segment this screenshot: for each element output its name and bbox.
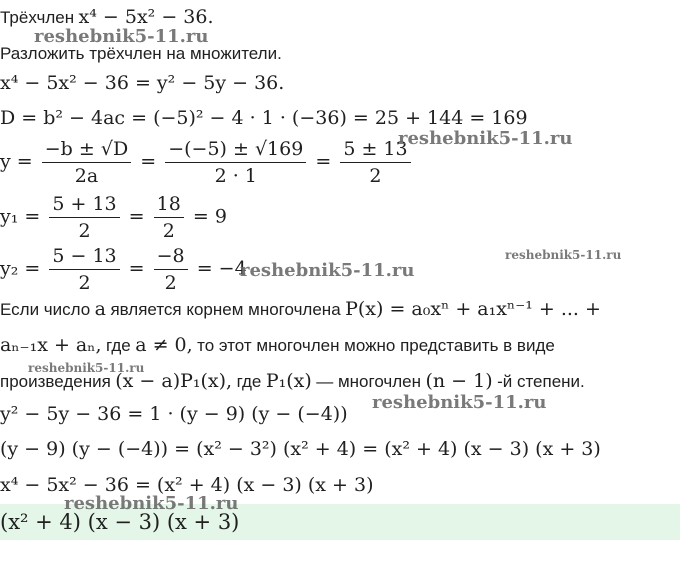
fraction-numerator: −b ± √D bbox=[42, 138, 131, 163]
theorem-text: то этот многочлен можно представить в виде bbox=[197, 336, 555, 355]
theorem-text: Если число bbox=[0, 300, 91, 319]
equals-sign: = bbox=[128, 205, 145, 228]
fraction-denominator: 2a bbox=[74, 165, 99, 187]
fraction bbox=[49, 193, 119, 242]
y1-lhs: y₁ = bbox=[0, 205, 41, 228]
factor-line-3: x⁴ − 5x² − 36 = (x² + 4) (x − 3) (x + 3) bbox=[0, 474, 374, 496]
watermark-logo: reshebnik5-11.ru bbox=[398, 128, 573, 149]
fraction bbox=[154, 245, 188, 294]
discriminant-line: D = b² − 4ac = (−5)² − 4 · 1 · (−36) = 25 + 144 = 169 bbox=[0, 107, 528, 129]
y2-line bbox=[0, 245, 247, 294]
theorem-line-2 bbox=[0, 334, 555, 356]
fraction-numerator: −(−5) ± √169 bbox=[165, 138, 306, 163]
fraction bbox=[154, 193, 184, 242]
fraction-denominator: 2 bbox=[162, 220, 175, 242]
theorem-math: P₁(x) bbox=[265, 370, 312, 392]
watermark-logo: reshebnik5-11.ru bbox=[64, 493, 239, 514]
title-expression: x⁴ − 5x² − 36. bbox=[78, 6, 214, 28]
y1-result: = 9 bbox=[192, 205, 227, 228]
fraction-denominator: 2 bbox=[369, 165, 382, 187]
quad-lhs: y = bbox=[0, 150, 33, 173]
watermark-logo: reshebnik5-11.ru bbox=[34, 26, 209, 47]
theorem-math: aₙ₋₁x + aₙ, bbox=[0, 334, 102, 356]
theorem-math: P(x) = a₀xⁿ + a₁xⁿ⁻¹ + ... + bbox=[345, 298, 601, 320]
theorem-text: является корнем многочлена bbox=[110, 300, 341, 319]
watermark-logo: reshebnik5-11.ru bbox=[240, 260, 415, 281]
theorem-text: произведения bbox=[0, 372, 111, 391]
title-prefix: Трёхчлен bbox=[0, 8, 75, 27]
equals-sign: = bbox=[128, 257, 145, 280]
fraction-numerator: 5 ± 13 bbox=[340, 138, 410, 163]
fraction-denominator: 2 · 1 bbox=[214, 165, 257, 187]
fraction bbox=[165, 138, 306, 187]
theorem-math: a ≠ 0, bbox=[135, 334, 193, 356]
equals-sign: = bbox=[140, 150, 157, 173]
factor-line-2: (y − 9) (y − (−4)) = (x² − 3²) (x² + 4) = (x² + 4) (x − 3) (x + 3) bbox=[0, 438, 601, 460]
fraction-denominator: 2 bbox=[78, 220, 91, 242]
fraction-denominator: 2 bbox=[164, 272, 177, 294]
theorem-math: (n − 1) bbox=[425, 370, 493, 392]
theorem-text: где bbox=[105, 336, 131, 355]
theorem-math: (x − a)P₁(x), bbox=[115, 370, 233, 392]
watermark-logo: reshebnik5-11.ru bbox=[28, 361, 145, 375]
y1-line bbox=[0, 193, 227, 242]
quadratic-formula-line bbox=[0, 138, 414, 187]
fraction-numerator: −8 bbox=[154, 245, 188, 270]
theorem-text: -й степени. bbox=[497, 372, 585, 391]
substitution-line: x⁴ − 5x² − 36 = y² − 5y − 36. bbox=[0, 72, 285, 94]
equals-sign: = bbox=[315, 150, 332, 173]
theorem-line-1 bbox=[0, 298, 601, 320]
y2-result: = −4 bbox=[196, 257, 247, 280]
theorem-math: a bbox=[94, 298, 106, 320]
watermark-logo: reshebnik5-11.ru bbox=[505, 248, 622, 262]
y2-lhs: y₂ = bbox=[0, 257, 41, 280]
fraction-denominator: 2 bbox=[78, 272, 91, 294]
instruction-text: Разложить трёхчлен на множители. bbox=[0, 44, 282, 63]
theorem-text: где bbox=[236, 372, 262, 391]
fraction-numerator: 5 − 13 bbox=[49, 245, 119, 270]
fraction bbox=[42, 138, 131, 187]
final-answer: (x² + 4) (x − 3) (x + 3) bbox=[0, 510, 240, 534]
theorem-text: — многочлен bbox=[316, 372, 422, 391]
watermark-logo: reshebnik5-11.ru bbox=[372, 392, 547, 413]
fraction bbox=[49, 245, 119, 294]
fraction-numerator: 18 bbox=[154, 193, 184, 218]
fraction-numerator: 5 + 13 bbox=[49, 193, 119, 218]
problem-title bbox=[0, 6, 214, 28]
factor-line-1: y² − 5y − 36 = 1 · (y − 9) (y − (−4)) bbox=[0, 403, 348, 425]
